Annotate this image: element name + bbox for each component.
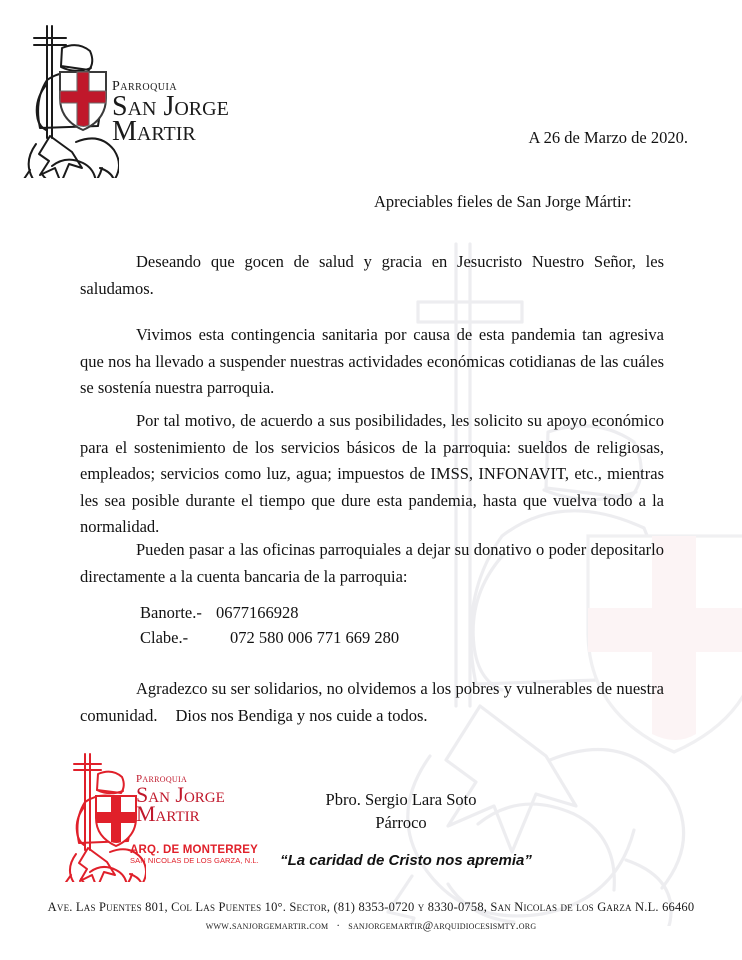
bank-account-number: 0677166928: [216, 603, 299, 622]
footer-wordmark: [136, 774, 286, 825]
header-logo: [14, 18, 289, 178]
address-footer: [0, 900, 742, 932]
clabe-number: 072 580 006 771 669 280: [230, 628, 400, 647]
footer-parroquia-label: Parroquia: [136, 773, 188, 785]
clabe-row: [140, 625, 399, 650]
contact-separator: ·: [336, 920, 341, 932]
closing-text-part1: Agradezco su ser solidarios, no olvidemos a los pobres y vulnerables de nuestra comunidad.: [80, 679, 664, 725]
footer-name-line1: San Jorge: [136, 782, 225, 807]
bank-name-label: Banorte.-: [140, 603, 202, 622]
closing-text-part2: Dios nos Bendiga y nos cuide a todos.: [175, 705, 428, 725]
header-parroquia-label: Parroquia: [112, 79, 178, 94]
footer-name-line2: Martir: [136, 801, 200, 826]
signature-block: [246, 788, 556, 834]
website-link[interactable]: www.sanjorgemartir.com: [205, 920, 329, 932]
address-street-line: Ave. Las Puentes 801, Col Las Puentes 10°. Sector, (81) 8353-0720 y 8330-0758, San Nicolas de los Garza N.L. 66460: [47, 900, 695, 914]
bank-account-row: [140, 600, 399, 625]
signer-title: Párroco: [375, 813, 427, 832]
bank-details: [140, 600, 399, 650]
archdiocese-block: [130, 844, 290, 865]
parish-motto: “La caridad de Cristo nos apremia”: [280, 852, 532, 869]
letter-salutation: Apreciables fieles de San Jorge Mártir:: [374, 192, 632, 211]
saint-george-emblem-icon: [14, 18, 119, 178]
archdiocese-municipality: SAN NICOLAS DE LOS GARZA, N.L.: [130, 856, 259, 866]
header-name-line1: San Jorge: [112, 91, 229, 122]
email-link[interactable]: sanjorgemartir@arquidiocesismty.org: [348, 920, 537, 932]
signer-name: Pbro. Sergio Lara Soto: [325, 790, 477, 809]
header-name-line2: Martir: [112, 116, 196, 147]
clabe-label: Clabe.-: [140, 628, 189, 647]
letter-paragraph-4: Pueden pasar a las oficinas parroquiales a dejar su donativo o poder depositarlo directamente a la cuenta bancaria de la parroquia:: [80, 540, 664, 586]
footer-logo: [58, 752, 286, 882]
archdiocese-name: ARQ. DE MONTERREY: [130, 844, 258, 856]
letter-paragraph-3: Por tal motivo, de acuerdo a sus posibilidades, les solicito su apoyo económico para el sostenimiento de los servicios básicos de la parroquia: sueldos de religiosas, empleados; servicios como luz, agua; impuestos de IMSS, INFONAVIT, etc., mientras les sea posible durante el tiempo que dure esta pandemia, hasta que vuelva todo a la normalidad.: [80, 411, 664, 536]
letter-date: A 26 de Marzo de 2020.: [528, 128, 688, 147]
letter-closing-paragraph: [80, 676, 664, 729]
contact-line: [0, 920, 742, 932]
letter-paragraph-2: Vivimos esta contingencia sanitaria por causa de esta pandemia tan agresiva que nos ha llevado a suspender nuestras actividades económicas cotidianas de las cuáles se sostenía nuestra parroquia.: [80, 325, 664, 397]
letter-paragraph-1: Deseando que gocen de salud y gracia en Jesucristo Nuestro Señor, les saludamos.: [80, 252, 664, 298]
